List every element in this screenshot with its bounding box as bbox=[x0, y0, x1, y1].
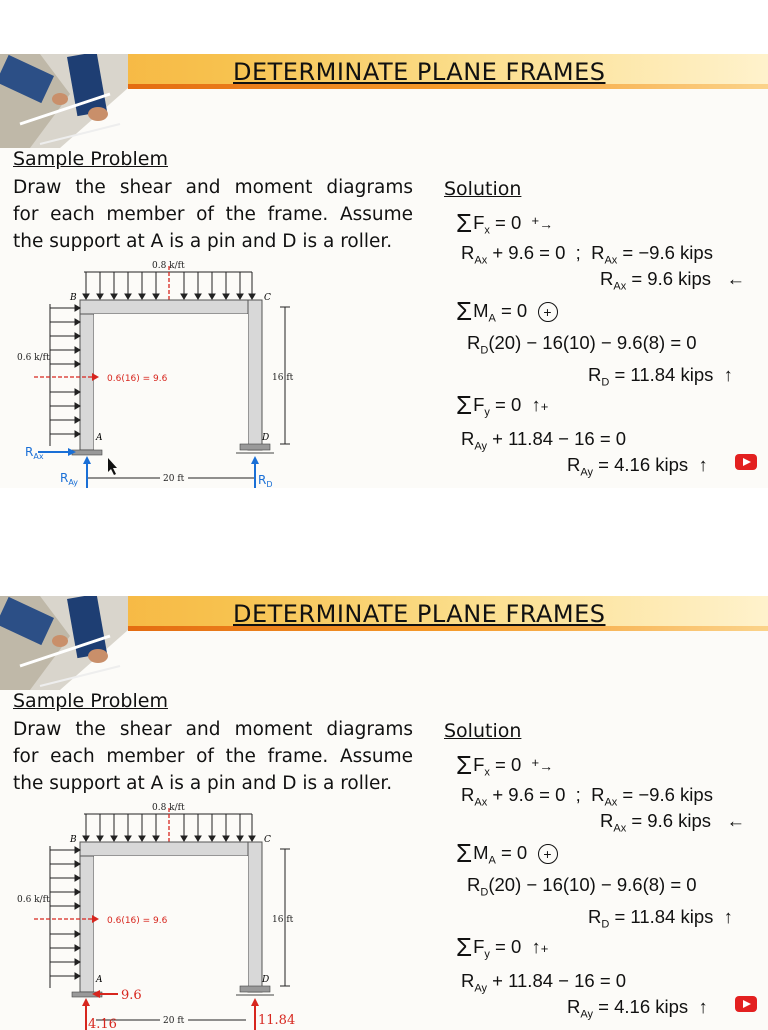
top-load-label: 0.8 k/ft bbox=[152, 261, 185, 271]
left-resultant-label: 0.6(16) = 9.6 bbox=[107, 916, 168, 926]
youtube-subscribe-icon[interactable] bbox=[735, 454, 757, 470]
rd-value: 11.84 bbox=[258, 1013, 296, 1028]
ray-label: $R_{Ay}$ bbox=[60, 471, 79, 487]
sum-ma-equation: $\Sigma M_A = 0$ + bbox=[456, 838, 558, 869]
slide-2 bbox=[0, 596, 768, 1030]
sample-problem-heading: Sample Problem bbox=[13, 148, 168, 170]
top-load-label: 0.8 k/ft bbox=[152, 803, 185, 813]
rd-label: $R_D$ bbox=[258, 473, 273, 488]
ray-value: 4.16 bbox=[88, 1017, 117, 1030]
problem-line: the support at A is a pin and D is a roller. bbox=[13, 773, 393, 794]
youtube-subscribe-icon[interactable] bbox=[735, 996, 757, 1012]
rax-label: $R_{Ax}$ bbox=[25, 445, 44, 461]
problem-line: for each member of the frame. Assume bbox=[13, 204, 413, 225]
left-load-arrows bbox=[50, 305, 80, 437]
left-load-arrows bbox=[50, 847, 80, 979]
span-label: 20 ft bbox=[163, 1016, 185, 1026]
equation-1: $R_{Ax} + 9.6 = 0$ ; $R_{Ax} = -9.6$ kips bbox=[461, 242, 713, 267]
equation-5: $R_{Ay} + 11.84 - 16 = 0$ bbox=[461, 428, 627, 453]
engineer-photo-image bbox=[0, 596, 128, 690]
sum-fx-equation: $\Sigma F_x = 0$ +→ bbox=[456, 750, 554, 780]
sum-fx-equation: $\Sigma F_x = 0$ +→ bbox=[456, 208, 554, 238]
solution-heading: Solution bbox=[444, 720, 522, 742]
equation-3: $R_D(20) - 16(10) - 9.6(8) = 0$ bbox=[467, 332, 697, 357]
equation-1: $R_{Ax} + 9.6 = 0$ ; $R_{Ax} = -9.6$ kips bbox=[461, 784, 713, 809]
node-d-label: D bbox=[262, 433, 270, 443]
equation-2: $R_{Ax} = 9.6$ kips ← bbox=[600, 268, 745, 293]
problem-line: Draw the shear and moment diagrams bbox=[13, 719, 413, 740]
equation-6: $R_{Ay} = 4.16$ kips ↑ bbox=[567, 996, 708, 1021]
equation-6: $R_{Ay} = 4.16$ kips ↑ bbox=[567, 454, 708, 479]
node-b-label: B bbox=[70, 293, 77, 303]
node-a-label: A bbox=[96, 975, 103, 985]
left-load-label: 0.6 k/ft bbox=[17, 895, 50, 905]
left-resultant-label: 0.6(16) = 9.6 bbox=[107, 374, 168, 384]
slide-title: DETERMINATE PLANE FRAMES bbox=[233, 58, 606, 86]
node-b-label: B bbox=[70, 835, 77, 845]
frame-diagram bbox=[0, 254, 430, 488]
problem-line: the support at A is a pin and D is a roller. bbox=[13, 231, 393, 252]
equation-2: $R_{Ax} = 9.6$ kips ← bbox=[600, 810, 745, 835]
left-load-label: 0.6 k/ft bbox=[17, 353, 50, 363]
problem-statement bbox=[13, 174, 413, 255]
sum-fy-equation: $\Sigma F_y = 0$ ↑+ bbox=[456, 390, 549, 420]
solution-heading: Solution bbox=[444, 178, 522, 200]
frame-diagram bbox=[0, 796, 430, 1030]
span-label: 20 ft bbox=[163, 474, 185, 484]
problem-statement bbox=[13, 716, 413, 797]
equation-4: $R_D = 11.84$ kips ↑ bbox=[588, 364, 733, 389]
rax-value: 9.6 bbox=[121, 988, 142, 1003]
sample-problem-heading: Sample Problem bbox=[13, 690, 168, 712]
problem-line: Draw the shear and moment diagrams bbox=[13, 177, 413, 198]
engineer-photo-image bbox=[0, 54, 128, 148]
node-a-label: A bbox=[96, 433, 103, 443]
problem-line: for each member of the frame. Assume bbox=[13, 746, 413, 767]
slide-title: DETERMINATE PLANE FRAMES bbox=[233, 600, 606, 628]
sum-fy-equation: $\Sigma F_y = 0$ ↑+ bbox=[456, 932, 549, 962]
slide-1 bbox=[0, 54, 768, 488]
height-label: 16 ft bbox=[272, 373, 294, 383]
height-label: 16 ft bbox=[272, 915, 294, 925]
equation-3: $R_D(20) - 16(10) - 9.6(8) = 0$ bbox=[467, 874, 697, 899]
node-d-label: D bbox=[262, 975, 270, 985]
equation-4: $R_D = 11.84$ kips ↑ bbox=[588, 906, 733, 931]
mouse-cursor-icon bbox=[108, 458, 117, 475]
node-c-label: C bbox=[264, 293, 271, 303]
sum-ma-equation: $\Sigma M_A = 0$ + bbox=[456, 296, 558, 327]
equation-5: $R_{Ay} + 11.84 - 16 = 0$ bbox=[461, 970, 627, 995]
node-c-label: C bbox=[264, 835, 271, 845]
